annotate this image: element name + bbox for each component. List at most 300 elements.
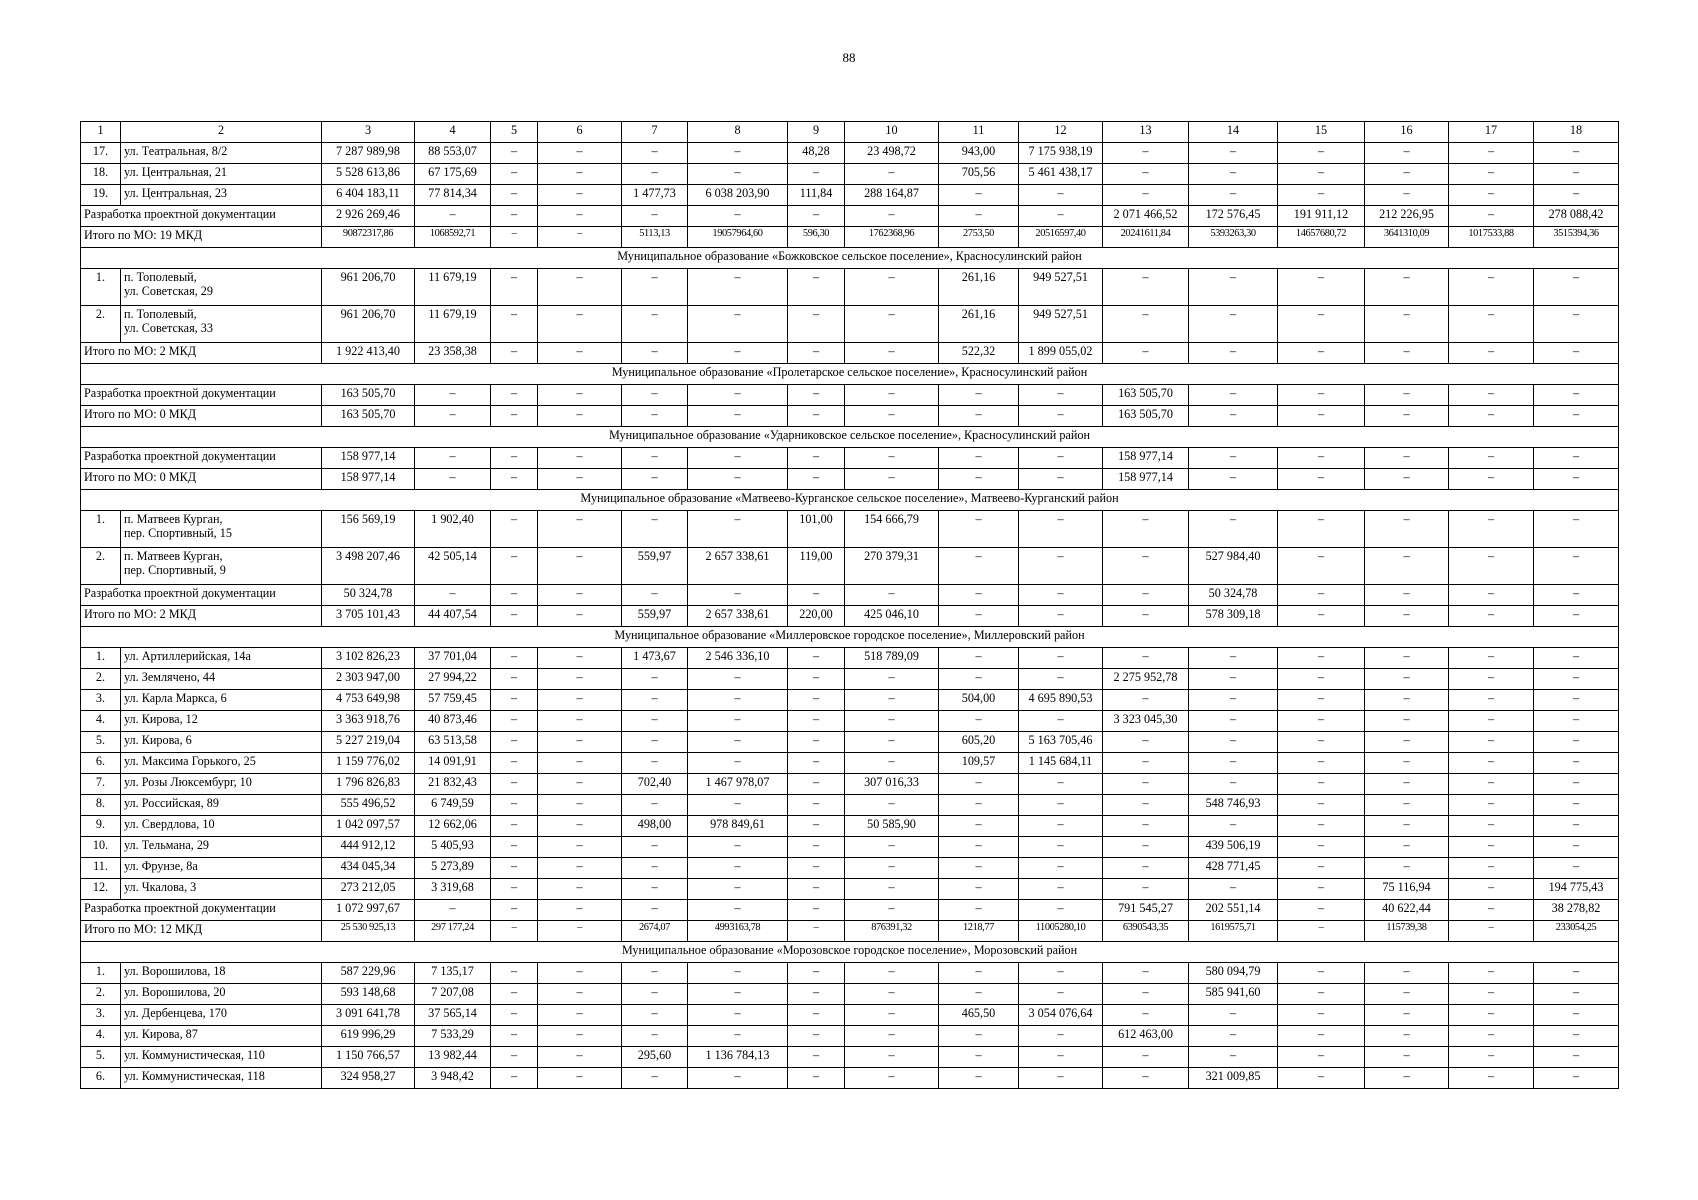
table-row [81, 185, 1619, 206]
value-cell: 1 136 784,13 [688, 1047, 788, 1068]
value-cell: 37 701,04 [415, 648, 491, 669]
value-cell: 6 404 183,11 [322, 185, 415, 206]
address-line: ул. Советская, 29 [124, 284, 213, 299]
value-cell: – [538, 984, 622, 1005]
value-cell: – [1365, 585, 1449, 606]
value-cell: 2674,07 [622, 921, 688, 942]
value-cell: – [1019, 648, 1103, 669]
value-cell: – [1449, 669, 1534, 690]
value-cell: – [622, 837, 688, 858]
value-cell: 949 527,51 [1019, 306, 1103, 343]
value-cell: – [538, 1005, 622, 1026]
value-cell: – [491, 343, 538, 364]
value-cell: – [1365, 858, 1449, 879]
value-cell: – [1278, 548, 1365, 585]
value-cell: – [538, 648, 622, 669]
address-line: ул. Советская, 33 [124, 321, 213, 336]
value-cell: – [1019, 185, 1103, 206]
value-cell: 20241611,84 [1103, 227, 1189, 248]
value-cell: – [1278, 732, 1365, 753]
value-cell: – [622, 164, 688, 185]
row-number: 2. [81, 548, 121, 585]
value-cell: 1762368,96 [845, 227, 939, 248]
value-cell: – [939, 711, 1019, 732]
value-cell: – [1449, 732, 1534, 753]
value-cell: – [845, 837, 939, 858]
value-cell: – [1019, 711, 1103, 732]
value-cell: – [788, 816, 845, 837]
value-cell: – [1449, 269, 1534, 306]
value-cell: – [1189, 343, 1278, 364]
value-cell: – [1278, 711, 1365, 732]
column-header: 6 [538, 122, 622, 143]
summary-row [81, 385, 1619, 406]
value-cell: – [491, 585, 538, 606]
value-cell: – [1019, 669, 1103, 690]
value-cell: – [1365, 1005, 1449, 1026]
value-cell: – [1449, 1047, 1534, 1068]
table-row [81, 269, 1619, 306]
value-cell: – [538, 164, 622, 185]
value-cell: 202 551,14 [1189, 900, 1278, 921]
section-row [81, 364, 1619, 385]
row-number: 3. [81, 1005, 121, 1026]
row-label: Итого по МО: 19 МКД [81, 227, 322, 248]
address-cell: ул. Артиллерийская, 14а [121, 648, 322, 669]
value-cell: 270 379,31 [845, 548, 939, 585]
value-cell: – [1534, 1047, 1619, 1068]
value-cell: – [688, 669, 788, 690]
value-cell: – [491, 984, 538, 1005]
value-cell: – [1365, 185, 1449, 206]
value-cell: – [788, 669, 845, 690]
value-cell: – [415, 448, 491, 469]
value-cell: – [538, 795, 622, 816]
value-cell: – [1019, 900, 1103, 921]
summary-row [81, 900, 1619, 921]
value-cell: – [1365, 448, 1449, 469]
value-cell: – [538, 837, 622, 858]
value-cell: – [1449, 753, 1534, 774]
value-cell: 585 941,60 [1189, 984, 1278, 1005]
value-cell: – [1534, 469, 1619, 490]
address-cell: ул. Ворошилова, 20 [121, 984, 322, 1005]
value-cell: 12 662,06 [415, 816, 491, 837]
value-cell: – [1365, 511, 1449, 548]
value-cell: – [1365, 669, 1449, 690]
summary-row [81, 448, 1619, 469]
summary-row [81, 406, 1619, 427]
address-cell: ул. Центральная, 21 [121, 164, 322, 185]
value-cell: 434 045,34 [322, 858, 415, 879]
value-cell: – [1019, 1026, 1103, 1047]
address-cell: ул. Максима Горького, 25 [121, 753, 322, 774]
value-cell: – [1534, 669, 1619, 690]
table-row [81, 753, 1619, 774]
value-cell: – [1103, 774, 1189, 795]
value-cell: – [845, 1026, 939, 1047]
value-cell: 7 533,29 [415, 1026, 491, 1047]
column-header: 5 [491, 122, 538, 143]
value-cell: – [491, 469, 538, 490]
value-cell: – [415, 585, 491, 606]
value-cell: – [1278, 858, 1365, 879]
value-cell: – [491, 816, 538, 837]
value-cell: 2753,50 [939, 227, 1019, 248]
value-cell: – [538, 858, 622, 879]
value-cell: – [788, 469, 845, 490]
value-cell: – [1189, 185, 1278, 206]
section-row [81, 248, 1619, 269]
value-cell: – [788, 963, 845, 984]
value-cell: – [622, 406, 688, 427]
table-row [81, 669, 1619, 690]
address-cell [121, 548, 322, 585]
column-header: 11 [939, 122, 1019, 143]
value-cell: – [1019, 469, 1103, 490]
value-cell: – [538, 269, 622, 306]
value-cell: – [538, 343, 622, 364]
value-cell: 3 319,68 [415, 879, 491, 900]
value-cell: – [1189, 690, 1278, 711]
value-cell: – [845, 732, 939, 753]
value-cell: – [688, 406, 788, 427]
value-cell: – [491, 269, 538, 306]
value-cell: – [1449, 343, 1534, 364]
value-cell: – [1365, 690, 1449, 711]
value-cell: – [1019, 385, 1103, 406]
section-title: Муниципальное образование «Ударниковское сельское поселение», Красносулинский район [81, 427, 1619, 448]
value-cell: 7 287 989,98 [322, 143, 415, 164]
value-cell: – [538, 963, 622, 984]
section-title: Муниципальное образование «Матвеево-Курганское сельское поселение», Матвеево-Курганский район [81, 490, 1619, 511]
value-cell: 21 832,43 [415, 774, 491, 795]
address-line: пер. Спортивный, 9 [124, 563, 226, 578]
value-cell: – [622, 585, 688, 606]
section-row [81, 427, 1619, 448]
value-cell: 44 407,54 [415, 606, 491, 627]
value-cell: 3 091 641,78 [322, 1005, 415, 1026]
value-cell: – [538, 1026, 622, 1047]
value-cell: 7 135,17 [415, 963, 491, 984]
value-cell: 5 273,89 [415, 858, 491, 879]
value-cell: – [538, 185, 622, 206]
value-cell: – [939, 900, 1019, 921]
value-cell: – [1189, 143, 1278, 164]
value-cell: 593 148,68 [322, 984, 415, 1005]
value-cell: 3 363 918,76 [322, 711, 415, 732]
value-cell: 578 309,18 [1189, 606, 1278, 627]
value-cell: – [845, 585, 939, 606]
row-number: 8. [81, 795, 121, 816]
value-cell: – [845, 753, 939, 774]
table-row [81, 858, 1619, 879]
value-cell: 1 150 766,57 [322, 1047, 415, 1068]
value-cell: – [688, 753, 788, 774]
table-row [81, 1005, 1619, 1026]
value-cell: 212 226,95 [1365, 206, 1449, 227]
section-row [81, 490, 1619, 511]
value-cell: – [788, 753, 845, 774]
value-cell: – [1278, 984, 1365, 1005]
value-cell: 50 324,78 [322, 585, 415, 606]
table-row [81, 548, 1619, 585]
value-cell: – [939, 511, 1019, 548]
value-cell: – [688, 164, 788, 185]
value-cell: 1 796 826,83 [322, 774, 415, 795]
value-cell: – [1278, 900, 1365, 921]
value-cell: – [845, 164, 939, 185]
row-label: Разработка проектной документации [81, 206, 322, 227]
value-cell: 2 303 947,00 [322, 669, 415, 690]
value-cell: – [1278, 1047, 1365, 1068]
value-cell: – [939, 606, 1019, 627]
value-cell: – [1449, 795, 1534, 816]
value-cell: – [939, 585, 1019, 606]
value-cell: – [1103, 585, 1189, 606]
value-cell: – [491, 548, 538, 585]
value-cell: – [1534, 185, 1619, 206]
value-cell: 57 759,45 [415, 690, 491, 711]
value-cell: 1 072 997,67 [322, 900, 415, 921]
value-cell: – [845, 984, 939, 1005]
value-cell: – [538, 548, 622, 585]
value-cell: 1 159 776,02 [322, 753, 415, 774]
value-cell: 559,97 [622, 606, 688, 627]
value-cell: – [1534, 164, 1619, 185]
value-cell: – [688, 469, 788, 490]
value-cell: – [491, 879, 538, 900]
value-cell: – [1189, 306, 1278, 343]
value-cell: – [1189, 164, 1278, 185]
value-cell: 439 506,19 [1189, 837, 1278, 858]
value-cell: – [1103, 606, 1189, 627]
value-cell: – [1103, 1047, 1189, 1068]
table-row [81, 732, 1619, 753]
value-cell: – [1278, 511, 1365, 548]
row-number: 9. [81, 816, 121, 837]
value-cell: 4993163,78 [688, 921, 788, 942]
value-cell: – [491, 921, 538, 942]
value-cell: 40 873,46 [415, 711, 491, 732]
value-cell: – [1449, 406, 1534, 427]
address-cell [121, 269, 322, 306]
value-cell: – [1103, 816, 1189, 837]
value-cell: – [1534, 837, 1619, 858]
value-cell: 555 496,52 [322, 795, 415, 816]
value-cell: – [1019, 511, 1103, 548]
value-cell: 11005280,10 [1019, 921, 1103, 942]
row-number: 3. [81, 690, 121, 711]
value-cell: 619 996,29 [322, 1026, 415, 1047]
value-cell: 163 505,70 [1103, 385, 1189, 406]
value-cell: – [788, 879, 845, 900]
value-cell: – [1534, 795, 1619, 816]
value-cell: 943,00 [939, 143, 1019, 164]
value-cell: 1218,77 [939, 921, 1019, 942]
value-cell: 172 576,45 [1189, 206, 1278, 227]
value-cell: – [622, 795, 688, 816]
value-cell: – [1449, 164, 1534, 185]
value-cell: – [1534, 732, 1619, 753]
table-row [81, 795, 1619, 816]
value-cell: – [622, 1026, 688, 1047]
value-cell: 587 229,96 [322, 963, 415, 984]
value-cell: – [845, 795, 939, 816]
value-cell: – [1534, 690, 1619, 711]
value-cell: – [1449, 774, 1534, 795]
value-cell: 2 657 338,61 [688, 606, 788, 627]
value-cell: – [622, 343, 688, 364]
section-title: Муниципальное образование «Миллеровское городское поселение», Миллеровский район [81, 627, 1619, 648]
value-cell: – [688, 143, 788, 164]
value-cell: 465,50 [939, 1005, 1019, 1026]
value-cell: – [688, 795, 788, 816]
value-cell: 101,00 [788, 511, 845, 548]
value-cell: 3 054 076,64 [1019, 1005, 1103, 1026]
value-cell: – [1278, 879, 1365, 900]
section-row [81, 627, 1619, 648]
column-header: 7 [622, 122, 688, 143]
value-cell: – [415, 469, 491, 490]
value-cell: – [1278, 606, 1365, 627]
value-cell: – [845, 306, 939, 343]
value-cell: – [1449, 858, 1534, 879]
value-cell: – [1103, 879, 1189, 900]
value-cell: – [538, 385, 622, 406]
value-cell: – [939, 469, 1019, 490]
value-cell: – [1278, 774, 1365, 795]
header-row [81, 122, 1619, 143]
value-cell: – [1019, 984, 1103, 1005]
value-cell: – [491, 206, 538, 227]
value-cell: 13 982,44 [415, 1047, 491, 1068]
value-cell: 158 977,14 [1103, 469, 1189, 490]
column-header: 18 [1534, 122, 1619, 143]
value-cell: – [1449, 1026, 1534, 1047]
value-cell: – [688, 732, 788, 753]
value-cell: – [1534, 406, 1619, 427]
value-cell: – [788, 306, 845, 343]
value-cell: – [491, 774, 538, 795]
value-cell: – [1449, 448, 1534, 469]
value-cell: – [1278, 585, 1365, 606]
value-cell: – [788, 900, 845, 921]
address-cell: ул. Розы Люксембург, 10 [121, 774, 322, 795]
row-label: Разработка проектной документации [81, 448, 322, 469]
table-row [81, 816, 1619, 837]
value-cell: – [939, 879, 1019, 900]
value-cell: – [1189, 1026, 1278, 1047]
total-row [81, 227, 1619, 248]
value-cell: 297 177,24 [415, 921, 491, 942]
value-cell: – [788, 774, 845, 795]
value-cell: – [1449, 548, 1534, 585]
address-cell: ул. Коммунистическая, 118 [121, 1068, 322, 1089]
value-cell: – [1449, 206, 1534, 227]
value-cell: – [1449, 306, 1534, 343]
table-row [81, 306, 1619, 343]
row-label: Итого по МО: 2 МКД [81, 343, 322, 364]
value-cell: – [538, 143, 622, 164]
value-cell: – [1365, 306, 1449, 343]
row-number: 4. [81, 1026, 121, 1047]
value-cell: 111,84 [788, 185, 845, 206]
value-cell: 2 071 466,52 [1103, 206, 1189, 227]
value-cell: – [1189, 753, 1278, 774]
value-cell: 154 666,79 [845, 511, 939, 548]
value-cell: – [538, 879, 622, 900]
value-cell: – [538, 511, 622, 548]
value-cell: – [622, 858, 688, 879]
value-cell: 23 358,38 [415, 343, 491, 364]
value-cell: – [538, 1047, 622, 1068]
value-cell: – [688, 963, 788, 984]
value-cell: – [1103, 343, 1189, 364]
value-cell: – [1449, 469, 1534, 490]
value-cell: – [1189, 669, 1278, 690]
row-number: 1. [81, 269, 121, 306]
value-cell: – [491, 753, 538, 774]
value-cell: – [1189, 385, 1278, 406]
row-number: 1. [81, 511, 121, 548]
row-label: Итого по МО: 0 МКД [81, 469, 322, 490]
table-row [81, 837, 1619, 858]
value-cell: 5 227 219,04 [322, 732, 415, 753]
value-cell: – [622, 900, 688, 921]
value-cell: – [788, 732, 845, 753]
value-cell: – [688, 1005, 788, 1026]
value-cell: – [939, 963, 1019, 984]
value-cell: – [1103, 984, 1189, 1005]
value-cell: – [688, 585, 788, 606]
value-cell: 233054,25 [1534, 921, 1619, 942]
summary-row [81, 585, 1619, 606]
value-cell: 961 206,70 [322, 306, 415, 343]
value-cell: – [415, 206, 491, 227]
value-cell: 1 902,40 [415, 511, 491, 548]
value-cell: – [538, 816, 622, 837]
value-cell: – [1449, 1005, 1534, 1026]
value-cell: 50 585,90 [845, 816, 939, 837]
value-cell: – [491, 448, 538, 469]
value-cell: 1 477,73 [622, 185, 688, 206]
value-cell: 115739,38 [1365, 921, 1449, 942]
value-cell: – [1019, 585, 1103, 606]
row-number: 10. [81, 837, 121, 858]
value-cell: – [788, 385, 845, 406]
value-cell: 158 977,14 [1103, 448, 1189, 469]
value-cell: – [491, 185, 538, 206]
summary-row [81, 469, 1619, 490]
value-cell: – [788, 984, 845, 1005]
value-cell: 163 505,70 [1103, 406, 1189, 427]
value-cell: 3641310,09 [1365, 227, 1449, 248]
value-cell: 580 094,79 [1189, 963, 1278, 984]
value-cell: – [788, 164, 845, 185]
summary-row [81, 606, 1619, 627]
value-cell: – [1534, 816, 1619, 837]
value-cell: – [1103, 690, 1189, 711]
value-cell: – [491, 900, 538, 921]
value-cell: 88 553,07 [415, 143, 491, 164]
value-cell: – [1534, 753, 1619, 774]
value-cell: – [1365, 385, 1449, 406]
value-cell: – [1278, 185, 1365, 206]
value-cell: – [1103, 732, 1189, 753]
value-cell: – [491, 385, 538, 406]
value-cell: – [1278, 648, 1365, 669]
